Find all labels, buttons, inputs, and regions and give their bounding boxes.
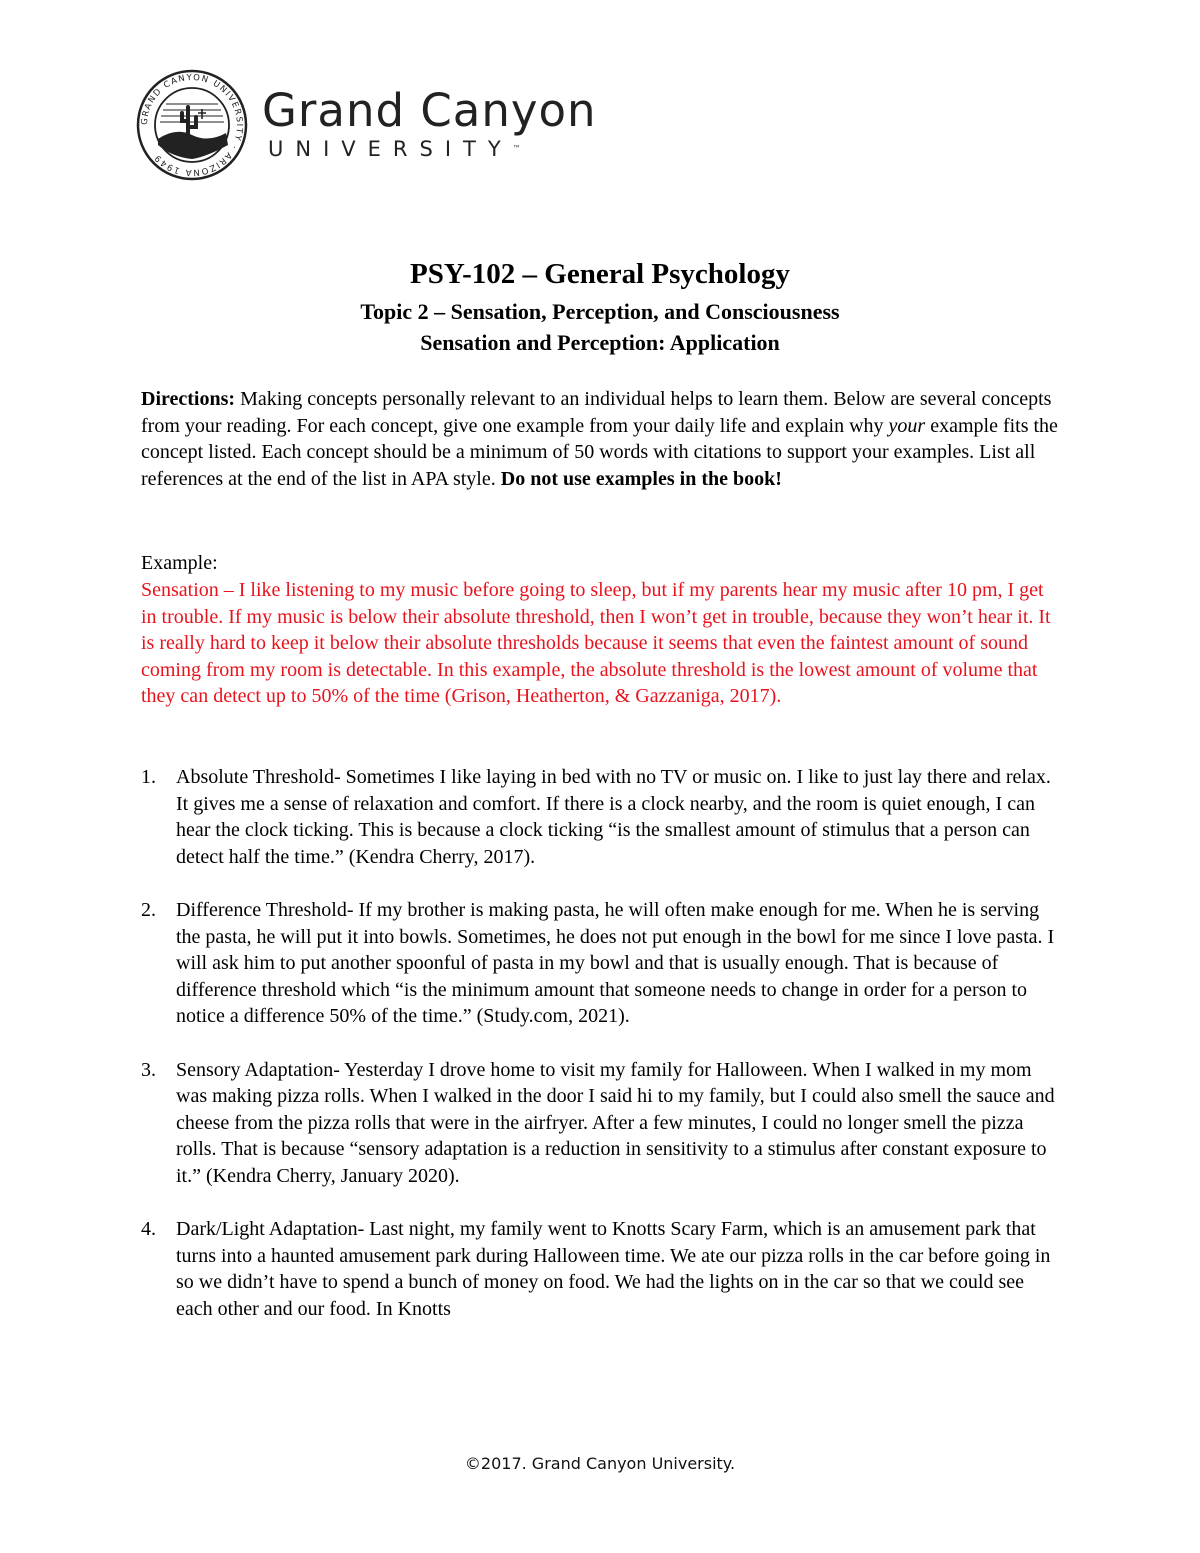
- university-name: Grand Canyon: [262, 84, 597, 137]
- university-seal-icon: [136, 69, 248, 181]
- example-paragraph: Sensation – I like listening to my music before going to sleep, but if my parents hear my music after 10 pm, I get in trouble. If my music is below their absolute threshold, then I won’t get in trouble, because they won’t hear it. It is really hard to keep it below their absolute thresholds because it seems that even the faintest amount of sound coming from my room is detectable. In this example, the absolute threshold is the lowest amount of volume that they can detect up to 50% of the time (Grison, Heatherton, & Gazzaniga, 2017).: [141, 579, 1051, 708]
- list-item: [141, 897, 1061, 1030]
- seal-text: GRAND CANYON UNIVERSITY · ARIZONA 1949: [139, 72, 245, 178]
- list-item-text: Dark/Light Adaptation- Last night, my family went to Knotts Scary Farm, which is an amusement park that turns into a haunted amusement park during Halloween time. We ate our pizza rolls in the car before going in so we didn’t have to spend a bunch of money on food. We had the lights on in the car so that we could see each other and our food. In Knotts: [176, 1218, 1051, 1320]
- list-item: [141, 764, 1061, 870]
- directions-warning: Do not use examples in the book!: [500, 467, 782, 490]
- list-item-text: Difference Threshold- If my brother is making pasta, he will often make enough for me. When he is serving the pasta, he will put it into bowls. Sometimes, he does not put enough in the bowl for me since I love pasta. I will ask him to put another spoonful of pasta in my bowl and that is usually enough. That is because of difference threshold which “is the minimum amount that someone needs to change in order for a person to notice a difference 50% of the time.” (Study.com, 2021).: [176, 898, 1055, 1028]
- copyright-footer: ©2017. Grand Canyon University.: [464, 1454, 736, 1473]
- list-item-number: 1.: [141, 766, 156, 788]
- topic-title: Topic 2 – Sensation, Perception, and Consciousness: [360, 299, 840, 324]
- directions-emphasis: your: [888, 414, 926, 437]
- list-item: [141, 1057, 1061, 1190]
- list-item-text: Absolute Threshold- Sometimes I like laying in bed with no TV or music on. I like to just lay there and relax. It gives me a sense of relaxation and comfort. If there is a clock nearby, and the room is quiet enough, I can hear the clock ticking. This is because a clock ticking “is the smallest amount of stimulus that a person can detect half the time.” (Kendra Cherry, 2017).: [176, 766, 1051, 868]
- directions-label: Directions:: [141, 388, 236, 410]
- university-subname: UNIVERSITY™: [268, 137, 521, 161]
- list-item-number: 2.: [141, 898, 156, 921]
- list-item-number: 3.: [141, 1058, 156, 1081]
- example-label: Example:: [141, 552, 218, 574]
- assignment-title: Sensation and Perception: Application: [420, 330, 780, 355]
- course-title: PSY-102 – General Psychology: [410, 258, 790, 290]
- list-item-number: 4.: [141, 1218, 156, 1241]
- university-logo: [136, 70, 626, 180]
- list-item: [141, 1216, 1061, 1322]
- list-item-text: Sensory Adaptation- Yesterday I drove home to visit my family for Halloween. When I walked in my mom was making pizza rolls. When I walked in the door I said hi to my family, but I could also smell the sauce and cheese from the pizza rolls that were in the airfryer. After a few minutes, I could no longer smell the pizza rolls. That is because “sensory adaptation is a reduction in sensitivity to a stimulus after constant exposure to it.” (Kendra Cherry, January 2020).: [176, 1058, 1055, 1187]
- concept-list: [141, 764, 1061, 1349]
- directions-paragraph: Directions: Making concepts personally relevant to an individual helps to learn them. Below are several concepts from your reading. For each concept, give one example from your daily life and explain why your example fits the concept listed. Each concept should be a minimum of 50 words with citations to support your examples. List all references at the end of the list in APA style. Do not use examples in the book!: [141, 388, 1058, 490]
- trademark-symbol: ™: [512, 144, 521, 153]
